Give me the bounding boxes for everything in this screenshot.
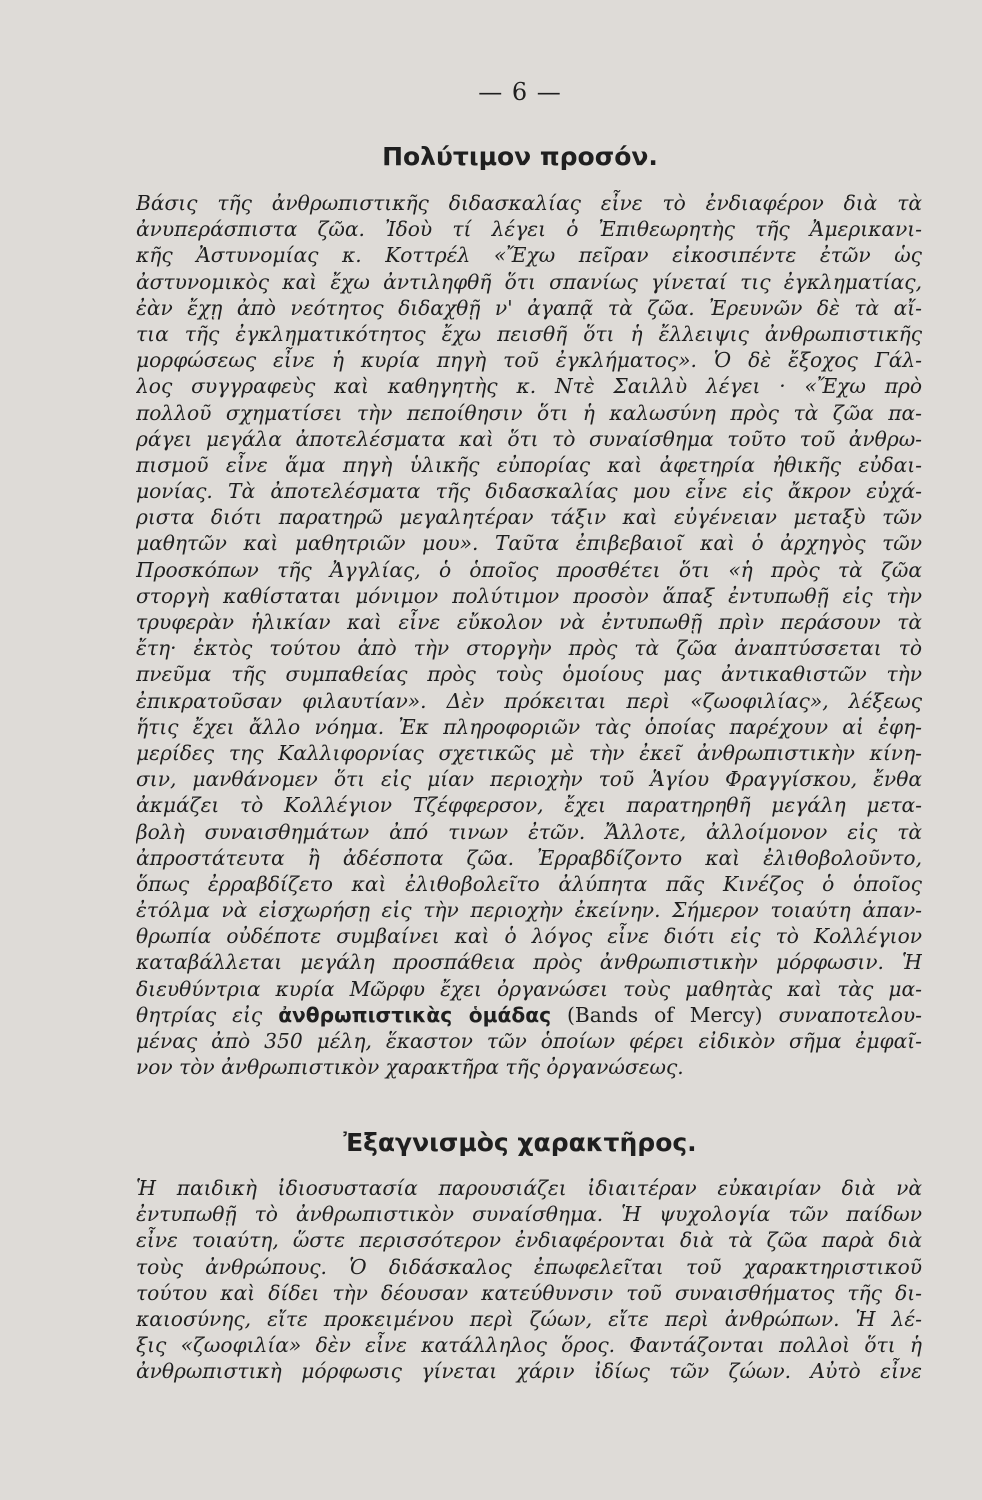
text-line: ριστα διότι παρατηρῶ μεγαλητέραν τάξιν καὶ εὐγένειαν μεταξὺ τῶν bbox=[136, 505, 922, 530]
text-line: ξις «ζωοφιλία» δὲν εἶνε κατάλληλος ὅρος. Φαντάζονται πολλοὶ ὅτι ἡ bbox=[136, 1333, 922, 1358]
text-line: ἀστυνομικὸς καὶ ἔχω ἀντιληφθῆ ὅτι σπανίως γίνεταί τις ἐγκληματίας, bbox=[136, 269, 922, 294]
text-line: ἐντυπωθῇ τὸ ἀνθρωπιστικὸν συναίσθημα. Ἡ ψυχολογία τῶν παίδων bbox=[136, 1202, 922, 1227]
section-title-valuable-quality: Πολύτιμον προσόν. bbox=[382, 142, 658, 171]
text-line: στοργὴ καθίσταται μόνιμον πολύτιμον προσὸν ἅπαξ ἐντυπωθῇ εἰς τὴν bbox=[136, 583, 922, 608]
text-line: ράγει μεγάλα ἀποτελέσματα καὶ ὅτι τὸ συναίσθημα τοῦτο τοῦ ἀνθρω- bbox=[136, 426, 922, 451]
text-line: τούτου καὶ δίδει τὴν δέουσαν κατεύθυνσιν τοῦ συναισθήματος τῆς δι- bbox=[136, 1280, 922, 1305]
text-line: ὅπως ἐρραβδίζετο καὶ ἐλιθοβολεῖτο ἀλύπητα πᾶς Κινέζος ὁ ὁποῖος bbox=[136, 871, 922, 896]
english-phrase: (Bands of Mercy) bbox=[551, 1002, 779, 1027]
text-line: πισμοῦ εἶνε ἅμα πηγὴ ὑλικῆς εὐπορίας καὶ ἀφετηρία ἠθικῆς εὐδαι- bbox=[136, 452, 922, 477]
text-fragment: συναποτελου- bbox=[778, 1002, 922, 1027]
text-line: μαθητῶν καὶ μαθητριῶν μου». Ταῦτα ἐπιβεβαιοῖ καὶ ὁ ἀρχηγὸς τῶν bbox=[136, 531, 922, 556]
text-line: ἥτις ἔχει ἄλλο νόημα. Ἐκ πληροφοριῶν τὰς ὁποίας παρέχουν αἱ ἐφη- bbox=[136, 714, 922, 739]
text-line: πνεῦμα τῆς συμπαθείας πρὸς τοὺς ὁμοίους μας ἀντικαθιστῶν τὴν bbox=[136, 662, 922, 687]
text-line: τρυφερὰν ἡλικίαν καὶ εἶνε εὔκολον νὰ ἐντυπωθῇ πρὶν περάσουν τὰ bbox=[136, 610, 922, 634]
text-line: νον τὸν ἀνθρωπιστικὸν χαρακτῆρα τῆς ὀργανώσεως. bbox=[136, 1055, 684, 1080]
text-line: καιοσύνης, εἴτε προκειμένου περὶ ζώων, εἴτε περὶ ἀνθρώπων. Ἡ λέ- bbox=[136, 1306, 922, 1331]
section2-body bbox=[136, 1175, 922, 1385]
text-line: ἀκμάζει τὸ Κολλέγιον Τζέφφερσον, ἔχει παρατηρηθῆ μεγάλη μετα- bbox=[136, 793, 922, 818]
text-line: ἐτόλμα νὰ εἰσχωρήσῃ εἰς τὴν περιοχὴν ἐκείνην. Σήμερον τοιαύτη ἀπαν- bbox=[136, 898, 922, 923]
text-line: εἶνε τοιαύτη, ὥστε περισσότερον ἐνδιαφέρονται διὰ τὰ ζῶα παρὰ διὰ bbox=[136, 1228, 922, 1253]
text-line: ἀνυπεράσπιστα ζῶα. Ἰδοὺ τί λέγει ὁ Ἐπιθεωρητὴς τῆς Ἀμερικανι- bbox=[136, 217, 922, 242]
text-line: θρωπία οὐδέποτε συμβαίνει καὶ ὁ λόγος εἶνε διότι εἰς τὸ Κολλέγιον bbox=[136, 924, 922, 949]
text-fragment: θητρίας εἰς bbox=[136, 1002, 279, 1027]
text-line: διευθύντρια κυρία Μῶρφυ ἔχει ὀργανώσει τοὺς μαθητὰς καὶ τὰς μα- bbox=[136, 976, 922, 1001]
text-line: ἐὰν ἔχῃ ἀπὸ νεότητος διδαχθῇ ν' ἀγαπᾷ τὰ ζῶα. Ἐρευνῶν δὲ τὰ αἴ- bbox=[136, 295, 922, 320]
text-line: ἔτη· ἐκτὸς τούτου ἀπὸ τὴν στοργὴν πρὸς τὰ ζῶα ἀναπτύσσεται τὸ bbox=[136, 636, 922, 661]
section1-body bbox=[136, 190, 922, 1080]
text-line: τια τῆς ἐγκληματικότητος ἔχω πεισθῆ ὅτι ἡ ἔλλειψις ἀνθρωπιστικῆς bbox=[136, 321, 922, 346]
text-line: ἀνθρωπιστικὴ μόρφωσις γίνεται χάριν ἰδίως τῶν ζώων. Αὐτὸ εἶνε bbox=[136, 1359, 922, 1384]
text-line: καταβάλλεται μεγάλη προσπάθεια πρὸς ἀνθρωπιστικὴν μόρφωσιν. Ἡ bbox=[136, 950, 922, 975]
text-line: Βάσις τῆς ἀνθρωπιστικῆς διδασκαλίας εἶνε τὸ ἐνδιαφέρον διὰ τὰ bbox=[136, 191, 922, 215]
text-line: μορφώσεως εἶνε ἡ κυρία πηγὴ τοῦ ἐγκλήματος». Ὁ δὲ ἔξοχος Γάλ- bbox=[136, 348, 922, 373]
text-line: ἀπροστάτευτα ἢ ἀδέσποτα ζῶα. Ἐρραβδίζοντο καὶ ἐλιθοβολοῦντο, bbox=[136, 845, 922, 870]
text-line: μερίδες της Καλλιφορνίας σχετικῶς μὲ τὴν ἐκεῖ ἀνθρωπιστικὴν κίνη- bbox=[136, 740, 922, 765]
bold-phrase: ἀνθρωπιστικὰς ὁμάδας bbox=[278, 1002, 552, 1027]
section-title-character-purification: Ἐξαγνισμὸς χαρακτῆρος. bbox=[343, 1128, 697, 1157]
text-line: μονίας. Τὰ ἀποτελέσματα τῆς διδασκαλίας μου εἶνε εἰς ἄκρον εὐχά- bbox=[136, 479, 922, 504]
page-number: — 6 — bbox=[478, 78, 562, 106]
text-line: Ἡ παιδικὴ ἰδιοσυστασία παρουσιάζει ἰδιαιτέραν εὐκαιρίαν διὰ νὰ bbox=[136, 1176, 922, 1200]
text-line: κῆς Ἀστυνομίας κ. Κοττρέλ «Ἔχω πεῖραν εἰκοσιπέντε ἐτῶν ὡς bbox=[136, 243, 922, 268]
text-line: Προσκόπων τῆς Ἀγγλίας, ὁ ὁποῖος προσθέτει ὅτι «ἡ πρὸς τὰ ζῶα bbox=[136, 557, 922, 582]
text-line: μένας ἀπὸ 350 μέλη, ἕκαστον τῶν ὁποίων φέρει εἰδικὸν σῆμα ἐμφαῖ- bbox=[136, 1029, 922, 1053]
text-line: βολὴ συναισθημάτων ἀπό τινων ἐτῶν. Ἄλλοτε, ἀλλοίμονον εἰς τὰ bbox=[136, 819, 922, 844]
text-line-mixed bbox=[136, 1002, 922, 1028]
text-line: λος συγγραφεὺς καὶ καθηγητὴς κ. Ντὲ Σαιλλὺ λέγει · «Ἔχω πρὸ bbox=[136, 374, 922, 399]
text-line: πολλοῦ σχηματίσει τὴν πεποίθησιν ὅτι ἡ καλωσύνη πρὸς τὰ ζῶα πα- bbox=[136, 400, 922, 425]
text-line: ἐπικρατοῦσαν φιλαυτίαν». Δὲν πρόκειται περὶ «ζωοφιλίας», λέξεως bbox=[136, 688, 922, 713]
text-line: τοὺς ἀνθρώπους. Ὁ διδάσκαλος ἐπωφελεῖται τοῦ χαρακτηριστικοῦ bbox=[136, 1254, 922, 1279]
text-line: σιν, μανθάνομεν ὅτι εἰς μίαν περιοχὴν τοῦ Ἁγίου Φραγγίσκου, ἔνθα bbox=[136, 767, 922, 792]
